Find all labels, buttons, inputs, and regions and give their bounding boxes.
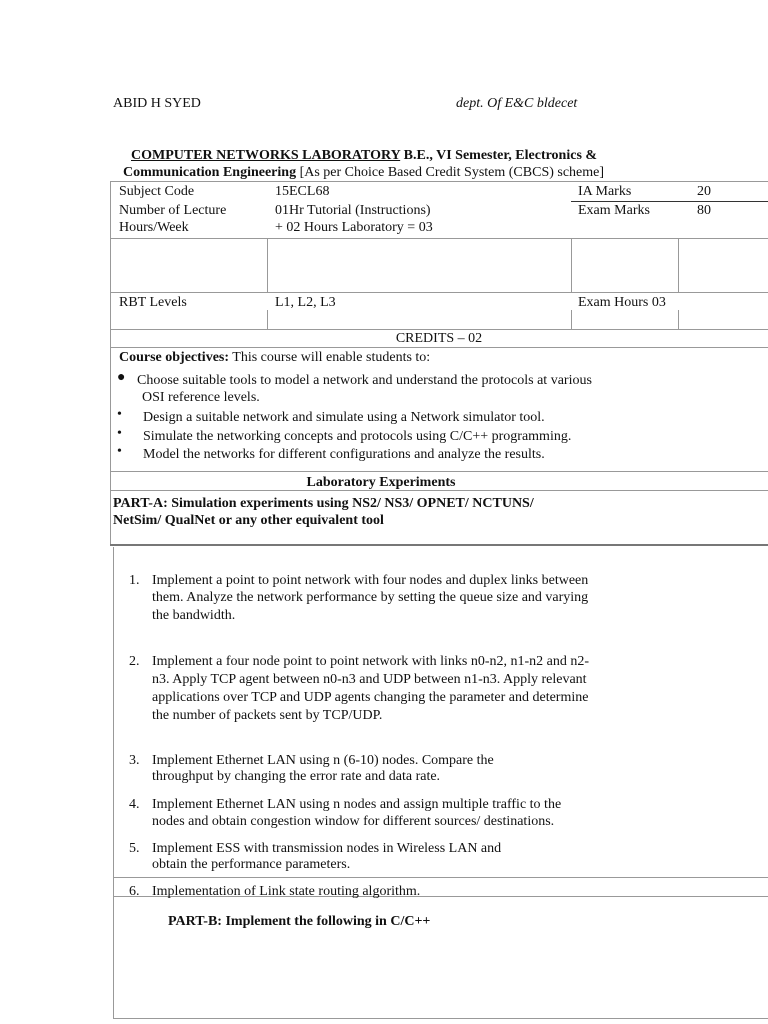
experiment-line: Implement a four node point to point network with links n0-n2, n1-n2 and n2- — [152, 654, 590, 669]
experiment-line: Implement Ethernet LAN using n (6-10) nodes. Compare the — [152, 753, 494, 768]
objective-item-continued: OSI reference levels. — [142, 390, 260, 405]
table-rule — [110, 292, 768, 293]
experiment-line: obtain the performance parameters. — [152, 857, 351, 872]
subject-code-label: Subject Code — [119, 184, 195, 199]
lecture-hours-value: 01Hr Tutorial (Instructions) — [275, 203, 431, 218]
table-rule — [678, 310, 679, 329]
table-rule — [110, 347, 768, 348]
experiment-line: Implement ESS with transmission nodes in Wireless LAN and — [152, 841, 502, 856]
table-rule — [110, 181, 111, 546]
experiment-number: 6. — [129, 884, 140, 899]
rbt-levels-value: L1, L2, L3 — [275, 295, 336, 310]
objective-item: Choose suitable tools to model a network and understand the protocols at various — [137, 373, 592, 388]
experiment-line: n3. Apply TCP agent between n0-n3 and UDP between n1-n3. Apply relevant — [152, 672, 587, 687]
course-title-line1 — [131, 147, 597, 164]
objective-item: Design a suitable network and simulate using a Network simulator tool. — [143, 410, 545, 425]
table-rule — [267, 310, 268, 329]
box-rule — [113, 877, 768, 878]
author-name: ABID H SYED — [113, 96, 201, 111]
objective-item: Model the networks for different configurations and analyze the results. — [143, 447, 545, 462]
credits: CREDITS – 02 — [395, 331, 483, 346]
rbt-levels-label: RBT Levels — [119, 295, 187, 310]
bullet-icon: • — [117, 444, 122, 459]
department-name: dept. Of E&C bldecet — [456, 96, 578, 111]
experiment-line: the bandwidth. — [152, 608, 236, 623]
exam-marks-value: 80 — [697, 203, 711, 218]
exam-hours: Exam Hours 03 — [578, 295, 666, 310]
section-rule — [110, 544, 768, 546]
course-title-branch: Communication Engineering — [123, 165, 297, 180]
experiment-line: applications over TCP and UDP agents changing the parameter and determine — [152, 690, 589, 705]
experiment-line: Implement Ethernet LAN using n nodes and assign multiple traffic to the — [152, 797, 562, 812]
box-rule — [113, 547, 114, 1019]
objectives-heading-line — [119, 349, 430, 366]
experiment-number: 1. — [129, 573, 140, 588]
lecture-hours-label: Number of Lecture — [119, 203, 227, 218]
course-title-main: COMPUTER NETWORKS LABORATORY — [131, 148, 401, 163]
experiment-line: Implementation of Link state routing algorithm. — [152, 884, 421, 899]
lecture-hours-value-2: + 02 Hours Laboratory = 03 — [275, 220, 433, 235]
lab-experiments-heading: Laboratory Experiments — [306, 475, 456, 490]
experiment-number: 4. — [129, 797, 140, 812]
table-rule — [110, 238, 768, 239]
part-a-heading: PART-A: Simulation experiments using NS2/ NS3/ OPNET/ NCTUNS/ — [113, 496, 534, 511]
ia-marks-value: 20 — [697, 184, 711, 199]
experiment-line: throughput by changing the error rate and data rate. — [152, 769, 441, 784]
exam-marks-label: Exam Marks — [578, 203, 650, 218]
table-rule — [571, 238, 572, 292]
lecture-hours-label-2: Hours/Week — [119, 220, 189, 235]
part-b-heading: PART-B: Implement the following in C/C++ — [168, 914, 431, 929]
ia-marks-label: IA Marks — [578, 184, 632, 199]
bullet-icon: ● — [117, 370, 126, 385]
section-rule — [110, 471, 768, 472]
experiment-number: 3. — [129, 753, 140, 768]
subject-code-value: 15ECL68 — [275, 184, 330, 199]
experiment-number: 5. — [129, 841, 140, 856]
box-rule — [113, 1018, 768, 1019]
course-title-scheme: [As per Choice Based Credit System (CBCS) scheme] — [296, 165, 605, 180]
objective-item: Simulate the networking concepts and protocols using C/C++ programming. — [143, 429, 572, 444]
bullet-icon: • — [117, 426, 122, 441]
experiment-line: the number of packets sent by TCP/UDP. — [152, 708, 383, 723]
part-a-heading-2: NetSim/ QualNet or any other equivalent tool — [113, 513, 384, 528]
bullet-icon: • — [117, 407, 122, 422]
experiment-line: them. Analyze the network performance by setting the queue size and varying — [152, 590, 589, 605]
experiment-line: nodes and obtain congestion window for different sources/ destinations. — [152, 814, 555, 829]
table-rule — [267, 238, 268, 292]
objectives-intro: This course will enable students to: — [229, 350, 431, 365]
experiment-line: Implement a point to point network with four nodes and duplex links between — [152, 573, 589, 588]
experiment-number: 2. — [129, 654, 140, 669]
table-rule — [678, 238, 679, 292]
course-title-line2 — [123, 164, 604, 181]
table-rule — [571, 310, 572, 329]
table-rule — [110, 181, 768, 182]
objectives-heading: Course objectives: — [119, 350, 230, 365]
course-title-program: B.E., VI Semester, Electronics & — [400, 148, 598, 163]
